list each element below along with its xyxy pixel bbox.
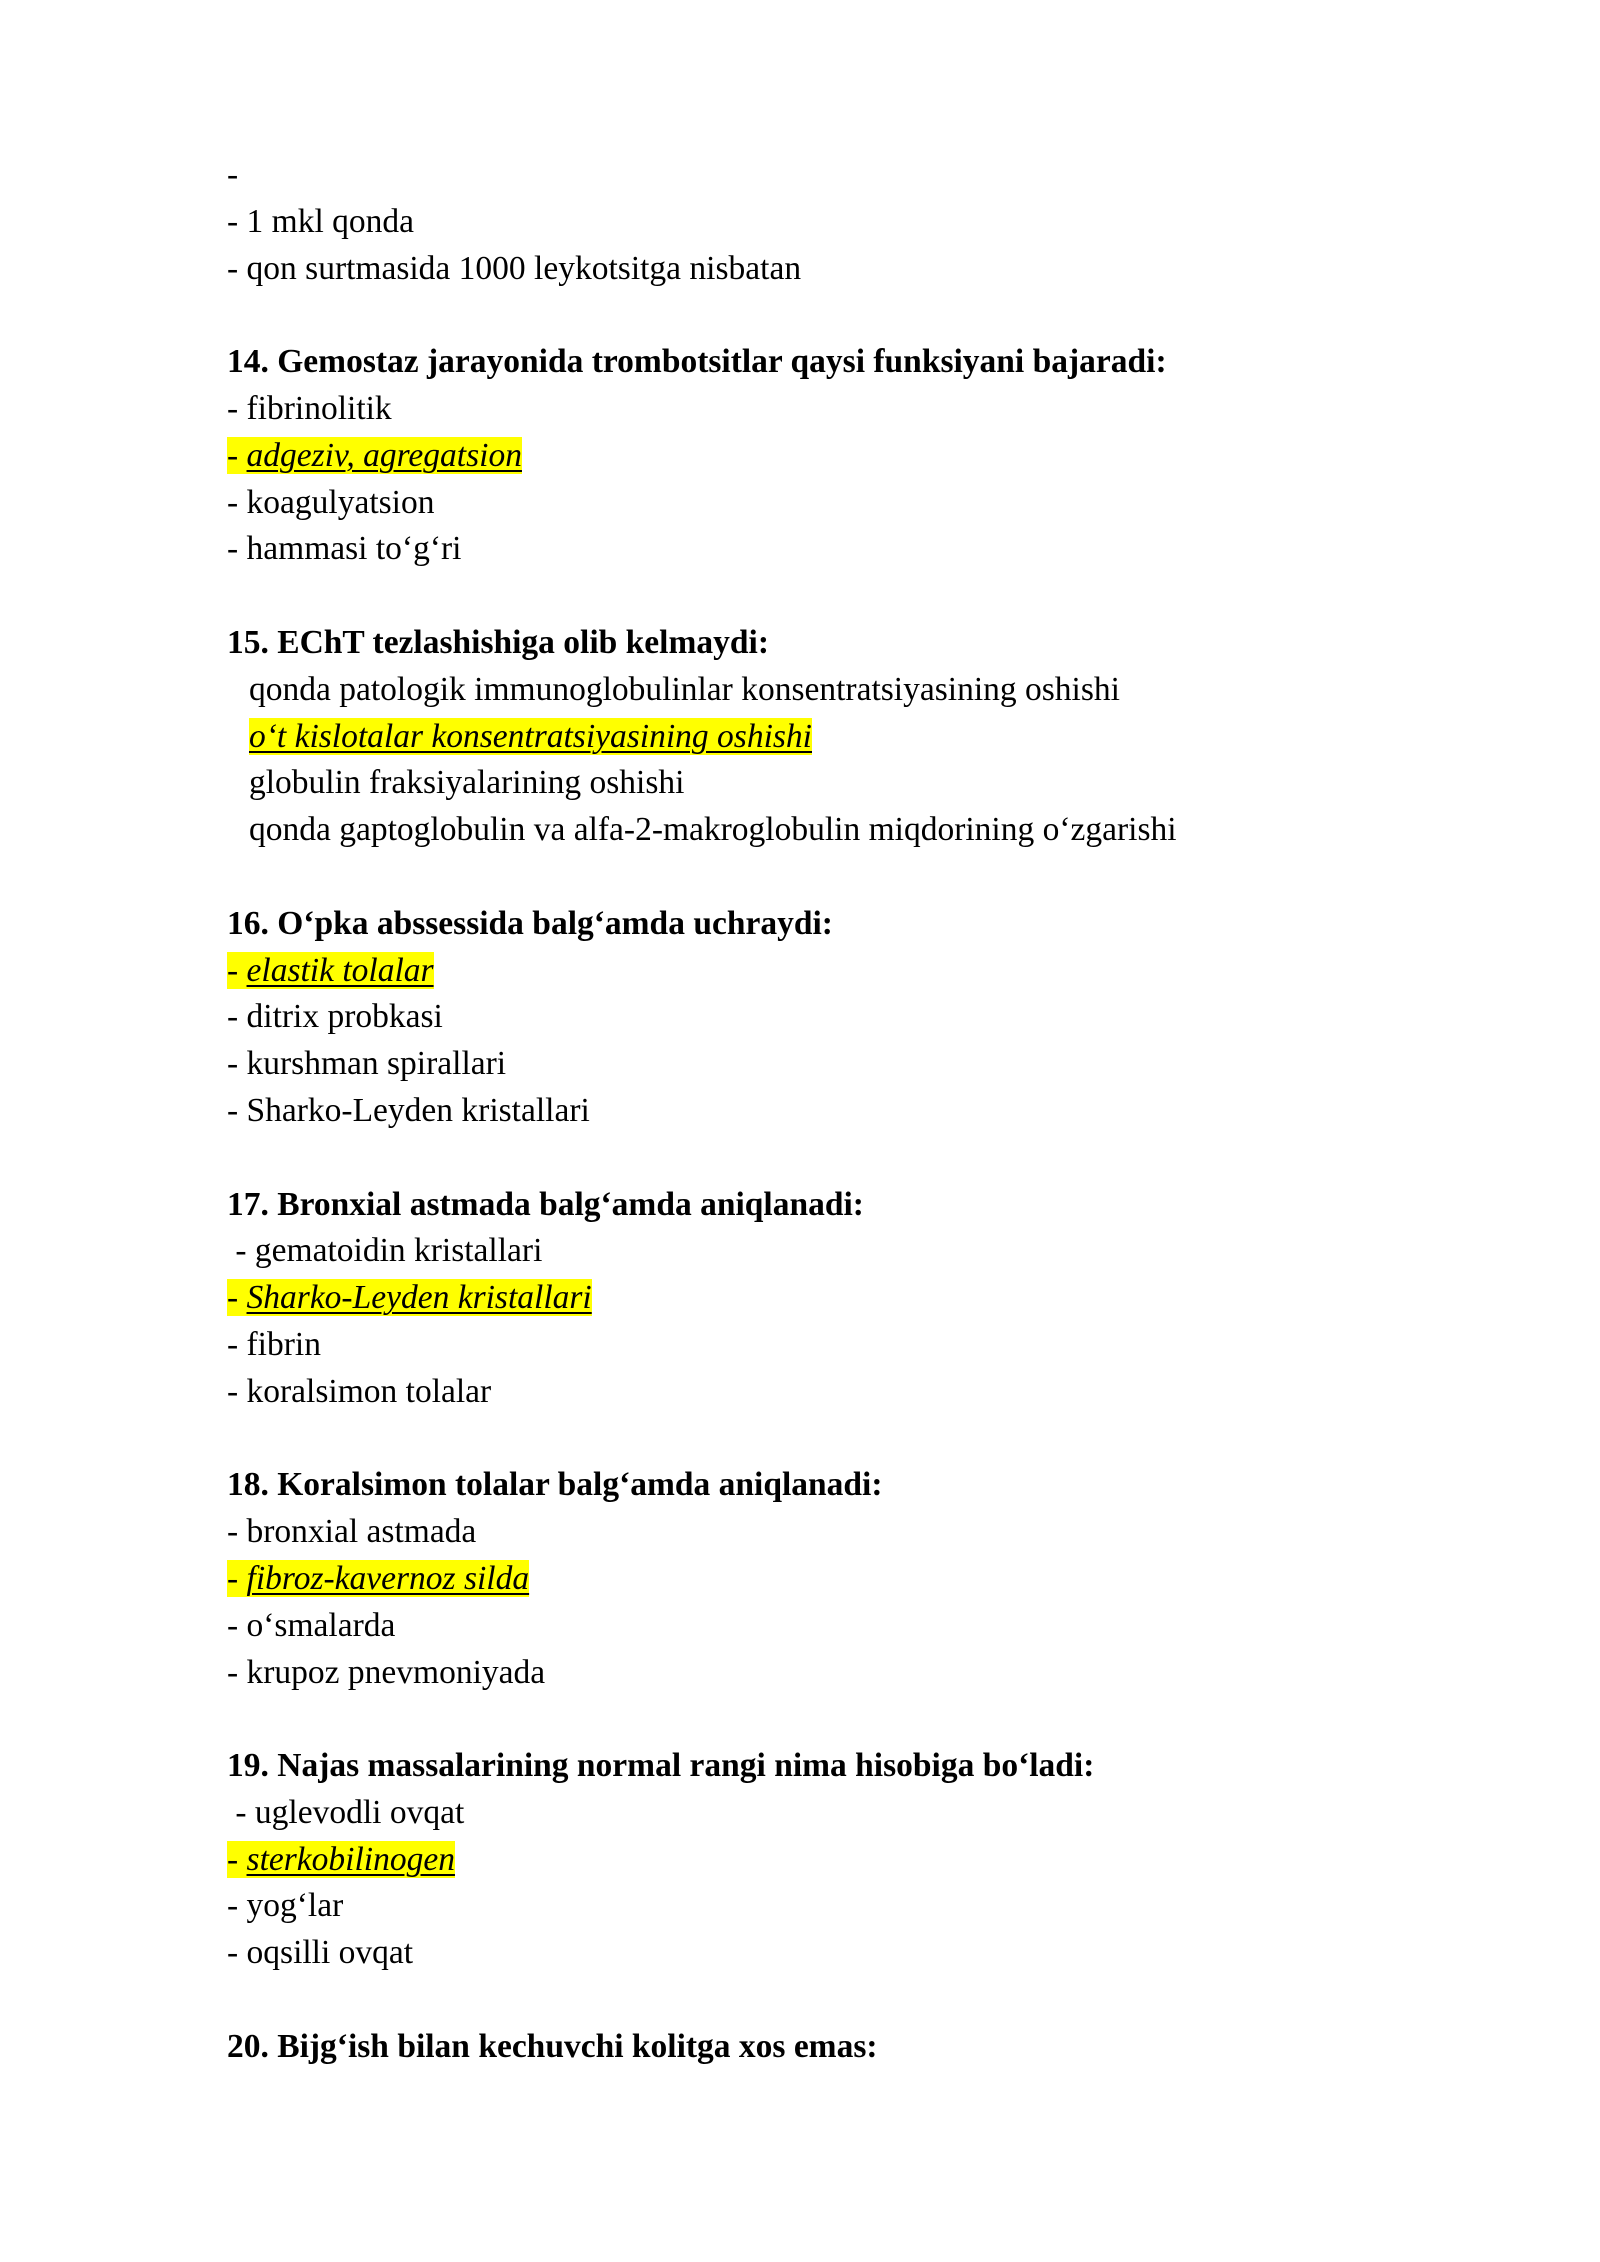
option-text: uglevodli ovqat [254, 1793, 465, 1831]
answer-option [227, 760, 1467, 807]
option-text: globulin fraksiyalarining oshishi [249, 764, 685, 802]
answer-option [227, 1369, 1467, 1416]
option-prefix: - [227, 1793, 255, 1831]
question-block [227, 901, 1467, 1135]
answer-option [227, 807, 1467, 854]
option-prefix: - [227, 1606, 247, 1644]
answer-option [227, 1041, 1467, 1088]
option-prefix: - [227, 998, 247, 1036]
option-text: adgeziv, agregatsion [246, 436, 522, 474]
question-title: 17. Bronxial astmada balg‘amda aniqlanadi: [227, 1185, 864, 1223]
answer-option-correct [227, 1837, 1467, 1884]
answer-option [227, 1650, 1467, 1697]
option-text: kurshman spirallari [246, 1045, 507, 1083]
option-text: koralsimon tolalar [246, 1372, 492, 1410]
option-text: hammasi to‘g‘ri [246, 530, 462, 568]
question-title: 16. O‘pka abssessida balg‘amda uchraydi: [227, 904, 833, 942]
option-prefix: - [227, 1091, 247, 1129]
lead-block [227, 152, 1467, 292]
option-text: krupoz pnevmoniyada [246, 1653, 546, 1691]
answer-option [227, 386, 1467, 433]
option-prefix: - [227, 1934, 247, 1972]
option-text: gematoidin kristallari [254, 1232, 543, 1270]
answer-option [227, 1509, 1467, 1556]
question-block [227, 620, 1467, 854]
question-title: 19. Najas massalarining normal rangi nima hisobiga bo‘ladi: [227, 1747, 1095, 1785]
paragraph-gap [227, 1416, 1467, 1463]
answer-option-correct [227, 1275, 1467, 1322]
answer-option [227, 1930, 1467, 1977]
paragraph-gap [227, 573, 1467, 620]
question-block [227, 339, 1467, 573]
option-text: Sharko-Leyden kristallari [246, 1091, 590, 1129]
question-title: 20. Bijg‘ish bilan kechuvchi kolitga xos emas: [227, 2027, 878, 2065]
question-title: 15. EChT tezlashishiga olib kelmaydi: [227, 623, 769, 661]
question-block [227, 1462, 1467, 1696]
option-prefix: - [227, 436, 247, 474]
option-prefix: - [227, 1653, 247, 1691]
option-text: qonda gaptoglobulin va alfa-2-makroglobulin miqdorining o‘zgarishi [249, 811, 1177, 849]
correct-answer-highlight [227, 952, 434, 989]
option-text: bronxial astmada [246, 1513, 477, 1551]
answer-option [227, 480, 1467, 527]
option-text: elastik tolalar [246, 951, 434, 989]
option-text: fibrinolitik [246, 389, 392, 427]
paragraph-gap [227, 1696, 1467, 1743]
document-page [227, 152, 1467, 2071]
option-prefix: - [227, 1045, 247, 1083]
answer-option [227, 667, 1467, 714]
correct-answer-highlight [227, 1560, 529, 1597]
option-text: o‘smalarda [246, 1606, 396, 1644]
question-block [227, 1743, 1467, 1977]
option-prefix: - [227, 1840, 247, 1878]
option-text: o‘t kislotalar konsentratsiyasining oshishi [249, 717, 812, 755]
correct-answer-highlight [227, 437, 522, 474]
option-text: Sharko-Leyden kristallari [246, 1279, 592, 1317]
question-title: 14. Gemostaz jarayonida trombotsitlar qaysi funksiyani bajaradi: [227, 343, 1167, 381]
option-text: yog‘lar [246, 1887, 344, 1925]
option-text: sterkobilinogen [246, 1840, 455, 1878]
answer-option-correct [227, 1556, 1467, 1603]
answer-option-correct [227, 714, 1467, 761]
answer-option [227, 1790, 1467, 1837]
lead-line: - [227, 156, 239, 193]
paragraph-gap [227, 854, 1467, 901]
answer-option [227, 1883, 1467, 1930]
option-prefix: - [227, 1887, 247, 1925]
option-text: oqsilli ovqat [246, 1934, 414, 1972]
option-prefix: - [227, 1325, 247, 1363]
answer-option [227, 1322, 1467, 1369]
paragraph-gap [227, 292, 1467, 339]
option-prefix: - [227, 1372, 247, 1410]
answer-option [227, 994, 1467, 1041]
option-prefix: - [227, 1559, 247, 1597]
paragraph-gap [227, 1977, 1467, 2024]
option-prefix: - [227, 951, 247, 989]
option-text: ditrix probkasi [246, 998, 443, 1036]
answer-option [227, 1228, 1467, 1275]
answer-option [227, 526, 1467, 573]
option-prefix: - [227, 389, 247, 427]
correct-answer-highlight [227, 1279, 592, 1316]
option-text: koagulyatsion [246, 483, 435, 521]
correct-answer-highlight [249, 718, 812, 755]
correct-answer-highlight [227, 1841, 455, 1878]
answer-option [227, 1603, 1467, 1650]
lead-line: - 1 mkl qonda [227, 202, 415, 240]
question-block [227, 1182, 1467, 1416]
answer-option-correct [227, 433, 1467, 480]
option-prefix: - [227, 483, 247, 521]
paragraph-gap [227, 1135, 1467, 1182]
answer-option [227, 1088, 1467, 1135]
option-prefix: - [227, 530, 247, 568]
option-prefix: - [227, 1279, 247, 1317]
option-prefix: - [227, 1232, 255, 1270]
question-title: 18. Koralsimon tolalar balg‘amda aniqlanadi: [227, 1466, 883, 1504]
option-prefix: - [227, 1513, 247, 1551]
option-text: fibrin [246, 1325, 321, 1363]
lead-line: - qon surtmasida 1000 leykotsitga nisbatan [227, 249, 802, 287]
option-text: qonda patologik immunoglobulinlar konsentratsiyasining oshishi [249, 670, 1120, 708]
answer-option-correct [227, 948, 1467, 995]
option-text: fibroz-kavernoz silda [246, 1559, 530, 1597]
question-block [227, 2024, 1467, 2071]
